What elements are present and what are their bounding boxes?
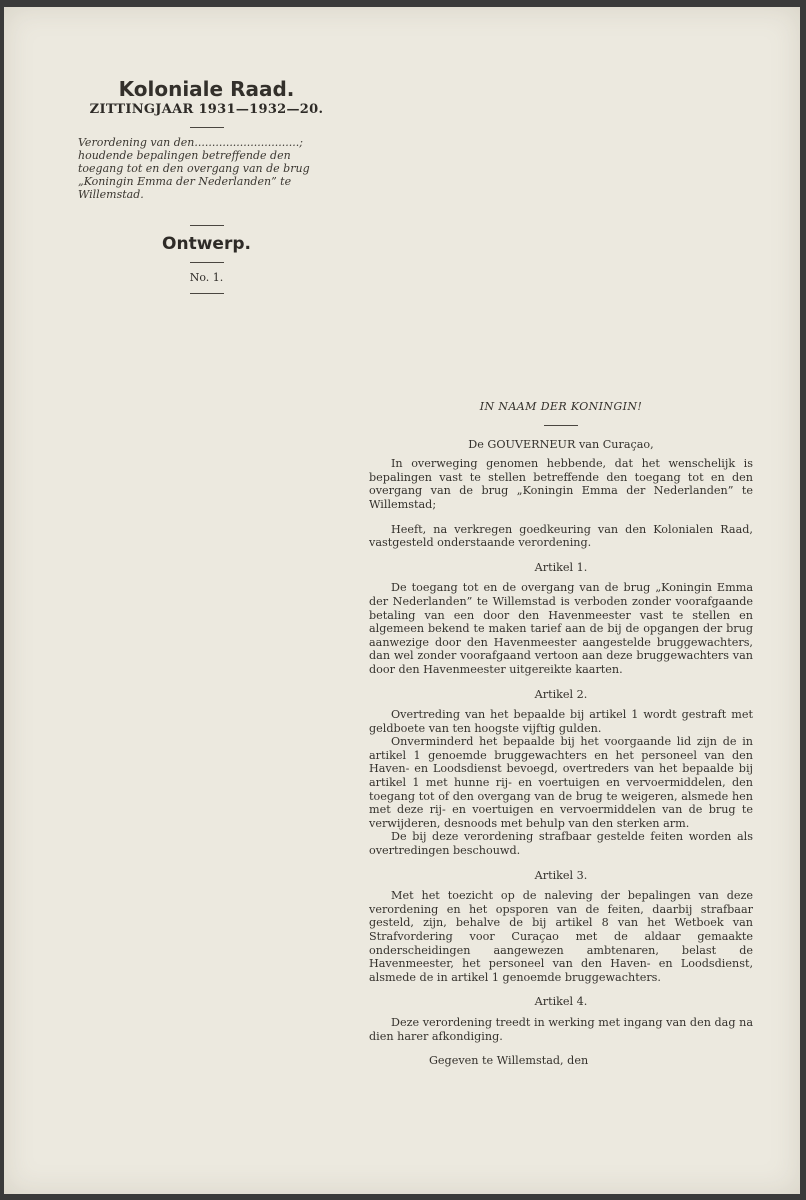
article-1-text: De toegang tot en de overgang van de brug „Koningin Emma der Nederlanden” te Willemstad is verboden zonder voorafgaande betaling van een door den Havenmeester vast te stellen en algemeen bekend te maken tarief aan de bij de opgangen der brug aanwezige door den Havenmeester aangestelde bruggewachters, dan wel zonder voorafgaand vertoon aan deze bruggewachters van door den Havenmeester uitgereikte kaarten.	[369, 581, 753, 676]
given-at-line: Gegeven te Willemstad, den	[429, 1054, 589, 1068]
divider	[190, 127, 224, 128]
article-2-heading: Artikel 2.	[534, 687, 588, 701]
preamble-considering: In overweging genomen hebbende, dat het wenschelijk is bepalingen vast te stellen betreffende den toegang tot en den overgang van de brug „Koningin Emma der Nederlanden” te Willemstad;	[369, 457, 753, 511]
article-2-paragraph-1: Overtreding van het bepaalde bij artikel 1 wordt gestraft met geldboete van ten hoogste vijftig gulden.	[369, 708, 753, 735]
ordinance-title: Verordening van den..............................; houdende bepalingen betreffende den toegang tot en den overgang van de brug „Koningin Emma der Nederlanden” te Willemstad.	[78, 136, 310, 201]
divider	[544, 425, 578, 426]
header-block	[74, 77, 339, 302]
article-2-paragraph-3: De bij deze verordening strafbaar gestelde feiten worden als overtredingen beschouwd.	[369, 830, 753, 858]
divider	[190, 293, 224, 294]
ordinance-body	[369, 400, 753, 1068]
draft-label: Ontwerp.	[162, 234, 251, 254]
session-year: ZITTINGJAAR 1931—1932—20.	[89, 102, 324, 117]
article-4-text: Deze verordening treedt in werking met ingang van den dag na dien harer afkondiging.	[369, 1015, 753, 1043]
article-3-heading: Artikel 3.	[534, 868, 588, 882]
article-1-heading: Artikel 1.	[534, 560, 588, 574]
article-4-heading: Artikel 4.	[534, 995, 588, 1009]
divider	[190, 262, 224, 263]
preamble-enactment: Heeft, na verkregen goedkeuring van den Kolonialen Raad, vastgesteld onderstaande verordening.	[369, 522, 753, 550]
council-title: Koloniale Raad.	[118, 77, 295, 101]
divider	[190, 225, 224, 226]
document-page	[4, 7, 800, 1194]
document-number: No. 1.	[189, 271, 224, 284]
governor-line: De GOUVERNEUR van Curaçao,	[468, 437, 654, 451]
article-3-text: Met het toezicht op de naleving der bepalingen van deze verordening en het opsporen van de feiten, daarbij strafbaar gesteld, zijn, behalve de bij artikel 8 van het Wetboek van Strafvordering voor Curaçao met de aldaar gemaakte onderscheidingen aangewezen ambtenaren, belast de Havenmeester, het personeel van den Haven- en Loodsdienst, alsmede de in artikel 1 genoemde bruggewachters.	[369, 889, 753, 984]
article-2-paragraph-2: Onverminderd het bepaalde bij het voorgaande lid zijn de in artikel 1 genoemde bruggewachters en het personeel van den Haven- en Loodsdienst bevoegd, overtreders van het bepaalde bij artikel 1 met hunne rij- en voertuigen en vervoermiddelen, den toegang tot of den overgang van de brug te weigeren, alsmede hen met deze rij- en voertuigen en vervoermiddelen van de brug te verwijderen, desnoods met behulp van den sterken arm.	[369, 735, 753, 830]
invocation: IN NAAM DER KONINGIN!	[479, 400, 643, 413]
